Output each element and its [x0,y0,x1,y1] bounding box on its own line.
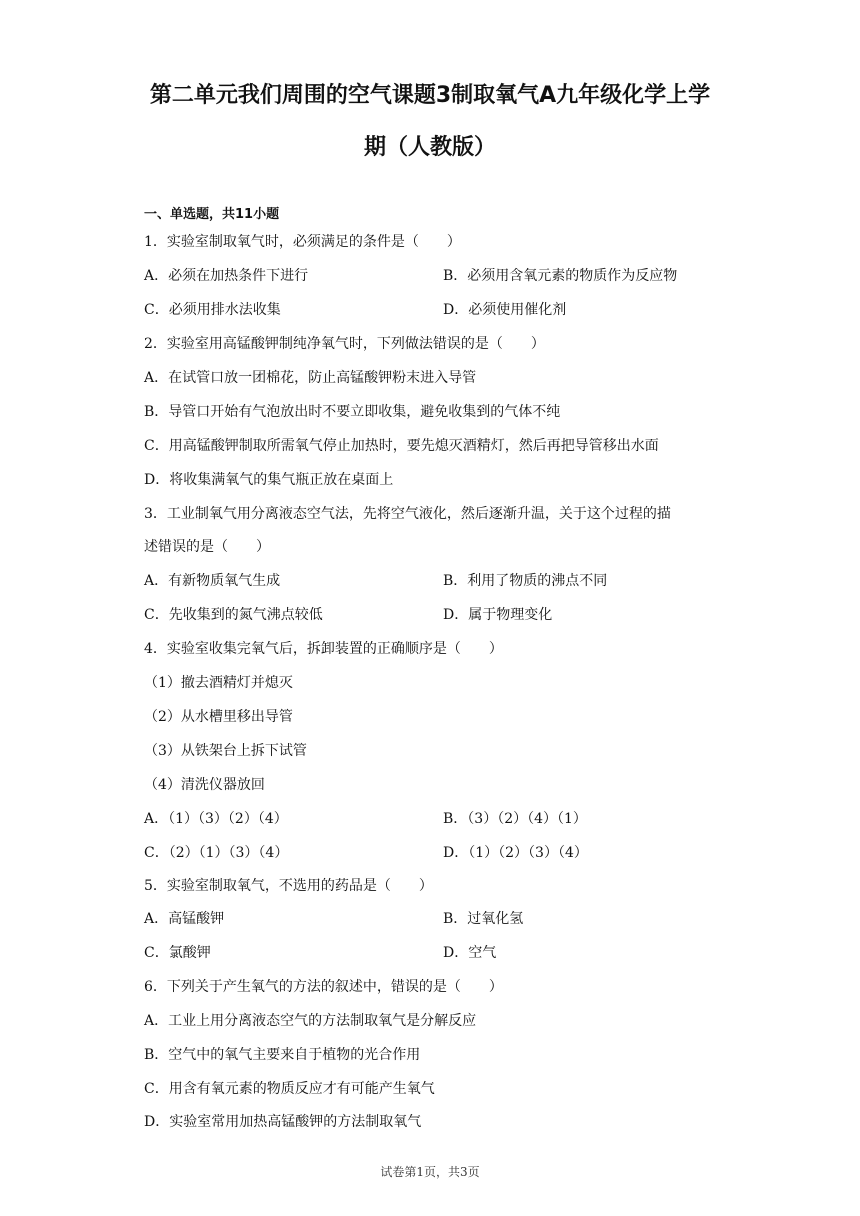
question-6-option-c: C．用含有氧元素的物质反应才有可能产生氧气 [144,1081,435,1097]
question-5-option-c: C．氯酸钾 [144,945,211,961]
question-3-option-a: A．有新物质氧气生成 [144,573,281,589]
question-2-option-d: D．将收集满氧气的集气瓶正放在桌面上 [144,472,394,488]
question-6-option-d: D．实验室常用加热高锰酸钾的方法制取氧气 [144,1114,422,1130]
question-5-stem: 5．实验室制取氧气，不选用的药品是（ ） [144,878,433,894]
question-2-option-a: A．在试管口放一团棉花，防止高锰酸钾粉末进入导管 [144,370,477,386]
question-1-option-b: B．必须用含氧元素的物质作为反应物 [443,268,678,284]
question-4-step-2: （2）从水槽里移出导管 [144,709,293,725]
question-5-option-d: D．空气 [443,945,497,961]
question-3-option-c: C．先收集到的氮气沸点较低 [144,607,323,623]
question-3-option-b: B．利用了物质的沸点不同 [443,573,608,589]
question-3-stem-line-2: 述错误的是（ ） [144,539,270,555]
document-title [120,70,740,174]
question-3-option-d: D．属于物理变化 [443,607,553,623]
question-1-stem: 1．实验室制取氧气时，必须满足的条件是（ ） [144,234,461,250]
page-footer: 试卷第1页，共3页 [380,1165,480,1179]
question-6-stem: 6．下列关于产生氧气的方法的叙述中，错误的是（ ） [144,979,503,995]
question-4-stem: 4．实验室收集完氧气后，拆卸装置的正确顺序是（ ） [144,641,503,657]
question-4-step-3: （3）从铁架台上拆下试管 [144,743,307,759]
question-2-option-c: C．用高锰酸钾制取所需氧气停止加热时，要先熄灭酒精灯，然后再把导管移出水面 [144,438,659,454]
question-1-option-a: A．必须在加热条件下进行 [144,268,309,284]
question-4-step-1: （1）撤去酒精灯并熄灭 [144,675,293,691]
question-1-option-d: D．必须使用催化剂 [443,302,567,318]
question-4-step-4: （4）清洗仪器放回 [144,777,265,793]
question-1-option-c: C．必须用排水法收集 [144,302,281,318]
question-2-stem: 2．实验室用高锰酸钾制纯净氧气时，下列做法错误的是（ ） [144,336,545,352]
question-4-option-b: B．（3）（2）（4）（1） [443,811,587,827]
question-2-option-b: B．导管口开始有气泡放出时不要立即收集，避免收集到的气体不纯 [144,404,561,420]
question-4-option-a: A．（1）（3）（2）（4） [144,811,288,827]
question-6-option-b: B．空气中的氧气主要来自于植物的光合作用 [144,1047,421,1063]
title-line-1: 第二单元我们周围的空气课题3制取氧气A九年级化学上学 [149,83,711,108]
question-3-stem-line-1: 3．工业制氧气用分离液态空气法，先将空气液化，然后逐渐升温，关于这个过程的描 [144,506,671,522]
question-5-option-a: A．高锰酸钾 [144,911,225,927]
section-heading: 一、单选题，共11小题 [144,207,280,222]
question-4-option-c: C．（2）（1）（3）（4） [144,845,289,861]
question-4-option-d: D．（1）（2）（3）（4） [443,845,588,861]
question-6-option-a: A．工业上用分离液态空气的方法制取氧气是分解反应 [144,1013,477,1029]
question-5-option-b: B．过氧化氢 [443,911,524,927]
title-line-2: 期（人教版） [363,135,496,160]
